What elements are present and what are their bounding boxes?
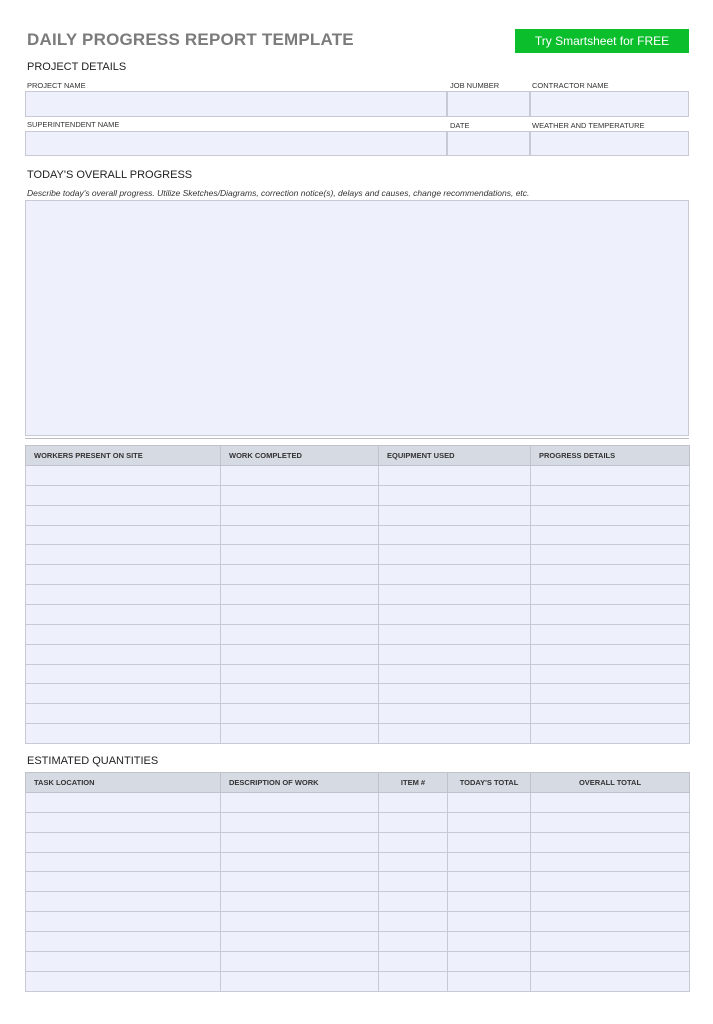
- column-header-task-location: TASK LOCATION: [26, 773, 221, 793]
- table-cell[interactable]: [26, 466, 221, 486]
- table-cell[interactable]: [531, 605, 690, 625]
- overall-progress-hint: Describe today's overall progress. Utilize Sketches/Diagrams, correction notice(s), delays and causes, change recommendations, etc.: [27, 188, 530, 198]
- weather-label: WEATHER AND TEMPERATURE: [532, 121, 645, 130]
- table-cell[interactable]: [448, 852, 531, 872]
- overall-progress-heading: TODAY'S OVERALL PROGRESS: [27, 169, 193, 181]
- superintendent-name-field[interactable]: [25, 131, 447, 156]
- table-cell[interactable]: [531, 912, 690, 932]
- estimated-quantities-heading: ESTIMATED QUANTITIES: [27, 755, 159, 767]
- project-name-label: PROJECT NAME: [27, 81, 86, 90]
- table-cell[interactable]: [531, 505, 690, 525]
- table-cell[interactable]: [221, 664, 379, 684]
- table-cell[interactable]: [531, 892, 690, 912]
- table-cell[interactable]: [379, 644, 531, 664]
- project-name-field[interactable]: [25, 91, 447, 117]
- table-row: [26, 704, 690, 724]
- table-cell[interactable]: [26, 684, 221, 704]
- table-cell[interactable]: [531, 624, 690, 644]
- table-cell[interactable]: [531, 852, 690, 872]
- table-cell[interactable]: [26, 892, 221, 912]
- table-row: [26, 684, 690, 704]
- table-cell[interactable]: [221, 912, 379, 932]
- table-cell[interactable]: [379, 932, 448, 952]
- table-cell[interactable]: [221, 724, 379, 744]
- table-cell[interactable]: [379, 624, 531, 644]
- table-row: [26, 605, 690, 625]
- table-cell[interactable]: [531, 485, 690, 505]
- table-cell[interactable]: [379, 565, 531, 585]
- table-cell[interactable]: [531, 724, 690, 744]
- table-row: [26, 971, 690, 991]
- table-cell[interactable]: [221, 565, 379, 585]
- project-details-heading: PROJECT DETAILS: [27, 61, 127, 73]
- table-row: [26, 505, 690, 525]
- table-cell[interactable]: [379, 951, 448, 971]
- table-row: [26, 724, 690, 744]
- table-cell[interactable]: [448, 971, 531, 991]
- table-cell[interactable]: [531, 704, 690, 724]
- table-cell[interactable]: [221, 872, 379, 892]
- table-cell[interactable]: [448, 892, 531, 912]
- table-cell[interactable]: [379, 872, 448, 892]
- table-cell[interactable]: [26, 485, 221, 505]
- table-cell[interactable]: [26, 545, 221, 565]
- table-cell[interactable]: [26, 812, 221, 832]
- table-cell[interactable]: [448, 932, 531, 952]
- table-cell[interactable]: [221, 704, 379, 724]
- table-cell[interactable]: [448, 951, 531, 971]
- quantities-table-header: [26, 773, 690, 793]
- table-cell[interactable]: [531, 545, 690, 565]
- table-cell[interactable]: [379, 832, 448, 852]
- column-header-description: DESCRIPTION OF WORK: [221, 773, 379, 793]
- table-row: [26, 545, 690, 565]
- table-cell[interactable]: [221, 545, 379, 565]
- table-cell[interactable]: [26, 505, 221, 525]
- table-cell[interactable]: [221, 812, 379, 832]
- table-cell[interactable]: [531, 971, 690, 991]
- contractor-name-field[interactable]: [530, 91, 689, 117]
- table-cell[interactable]: [448, 832, 531, 852]
- table-cell[interactable]: [379, 585, 531, 605]
- table-cell[interactable]: [379, 892, 448, 912]
- try-smartsheet-button[interactable]: Try Smartsheet for FREE: [515, 29, 689, 53]
- table-cell[interactable]: [379, 971, 448, 991]
- table-cell[interactable]: [221, 684, 379, 704]
- table-cell[interactable]: [379, 852, 448, 872]
- table-cell[interactable]: [379, 793, 448, 813]
- table-cell[interactable]: [26, 971, 221, 991]
- site-activity-table: [25, 445, 690, 744]
- table-row: [26, 485, 690, 505]
- table-cell[interactable]: [221, 505, 379, 525]
- table-cell[interactable]: [448, 793, 531, 813]
- table-row: [26, 892, 690, 912]
- table-cell[interactable]: [26, 724, 221, 744]
- column-header-overall-total: OVERALL TOTAL: [531, 773, 690, 793]
- job-number-field[interactable]: [447, 91, 530, 117]
- column-header-workers: WORKERS PRESENT ON SITE: [26, 446, 221, 466]
- table-row: [26, 912, 690, 932]
- table-cell[interactable]: [221, 892, 379, 912]
- table-row: [26, 932, 690, 952]
- table-row: [26, 525, 690, 545]
- table-cell[interactable]: [379, 704, 531, 724]
- table-cell[interactable]: [26, 951, 221, 971]
- table-row: [26, 565, 690, 585]
- table-cell[interactable]: [531, 565, 690, 585]
- table-cell[interactable]: [379, 724, 531, 744]
- table-cell[interactable]: [379, 912, 448, 932]
- table-cell[interactable]: [26, 932, 221, 952]
- date-label: DATE: [450, 121, 470, 130]
- table-cell[interactable]: [221, 951, 379, 971]
- table-cell[interactable]: [26, 912, 221, 932]
- column-header-equipment: EQUIPMENT USED: [379, 446, 531, 466]
- table-cell[interactable]: [26, 565, 221, 585]
- table-cell[interactable]: [448, 912, 531, 932]
- table-cell[interactable]: [379, 812, 448, 832]
- table-cell[interactable]: [531, 793, 690, 813]
- table-cell[interactable]: [221, 852, 379, 872]
- column-header-progress-details: PROGRESS DETAILS: [531, 446, 690, 466]
- table-cell[interactable]: [531, 872, 690, 892]
- table-cell[interactable]: [379, 684, 531, 704]
- table-cell[interactable]: [26, 664, 221, 684]
- table-cell[interactable]: [379, 545, 531, 565]
- job-number-label: JOB NUMBER: [450, 81, 500, 90]
- table-cell[interactable]: [531, 684, 690, 704]
- table-row: [26, 951, 690, 971]
- table-cell[interactable]: [531, 932, 690, 952]
- table-cell[interactable]: [26, 624, 221, 644]
- table-cell[interactable]: [379, 605, 531, 625]
- table-cell[interactable]: [221, 585, 379, 605]
- table-row: [26, 793, 690, 813]
- table-cell[interactable]: [221, 971, 379, 991]
- table-row: [26, 585, 690, 605]
- table-cell[interactable]: [221, 466, 379, 486]
- table-cell[interactable]: [379, 485, 531, 505]
- table-cell[interactable]: [379, 466, 531, 486]
- table-cell[interactable]: [26, 525, 221, 545]
- table-cell[interactable]: [531, 466, 690, 486]
- table-cell[interactable]: [531, 525, 690, 545]
- table-row: [26, 644, 690, 664]
- superintendent-name-label: SUPERINTENDENT NAME: [27, 120, 120, 129]
- table-cell[interactable]: [448, 812, 531, 832]
- table-cell[interactable]: [26, 585, 221, 605]
- table-cell[interactable]: [448, 872, 531, 892]
- table-cell[interactable]: [531, 644, 690, 664]
- weather-field[interactable]: [530, 131, 689, 156]
- overall-progress-textarea[interactable]: [25, 200, 689, 436]
- estimated-quantities-table: [25, 772, 690, 992]
- site-table-header: [26, 446, 690, 466]
- table-cell[interactable]: [379, 525, 531, 545]
- table-cell[interactable]: [26, 605, 221, 625]
- table-cell[interactable]: [221, 932, 379, 952]
- table-cell[interactable]: [221, 525, 379, 545]
- table-cell[interactable]: [26, 852, 221, 872]
- table-cell[interactable]: [26, 704, 221, 724]
- contractor-name-label: CONTRACTOR NAME: [532, 81, 609, 90]
- table-cell[interactable]: [221, 832, 379, 852]
- column-header-todays-total: TODAY'S TOTAL: [448, 773, 531, 793]
- page-title: DAILY PROGRESS REPORT TEMPLATE: [27, 30, 354, 49]
- date-field[interactable]: [447, 131, 530, 156]
- table-row: [26, 466, 690, 486]
- table-row: [26, 664, 690, 684]
- table-row: [26, 872, 690, 892]
- section-divider: [25, 438, 689, 439]
- table-row: [26, 624, 690, 644]
- table-cell[interactable]: [531, 832, 690, 852]
- table-cell[interactable]: [221, 793, 379, 813]
- table-cell[interactable]: [26, 793, 221, 813]
- table-cell[interactable]: [531, 951, 690, 971]
- table-row: [26, 812, 690, 832]
- table-cell[interactable]: [379, 664, 531, 684]
- column-header-work-completed: WORK COMPLETED: [221, 446, 379, 466]
- table-cell[interactable]: [26, 644, 221, 664]
- column-header-item-number: ITEM #: [379, 773, 448, 793]
- table-cell[interactable]: [221, 605, 379, 625]
- table-cell[interactable]: [531, 664, 690, 684]
- table-cell[interactable]: [221, 644, 379, 664]
- table-cell[interactable]: [221, 624, 379, 644]
- table-cell[interactable]: [26, 872, 221, 892]
- table-row: [26, 832, 690, 852]
- table-cell[interactable]: [26, 832, 221, 852]
- table-cell[interactable]: [379, 505, 531, 525]
- table-row: [26, 852, 690, 872]
- table-cell[interactable]: [531, 812, 690, 832]
- table-cell[interactable]: [531, 585, 690, 605]
- table-cell[interactable]: [221, 485, 379, 505]
